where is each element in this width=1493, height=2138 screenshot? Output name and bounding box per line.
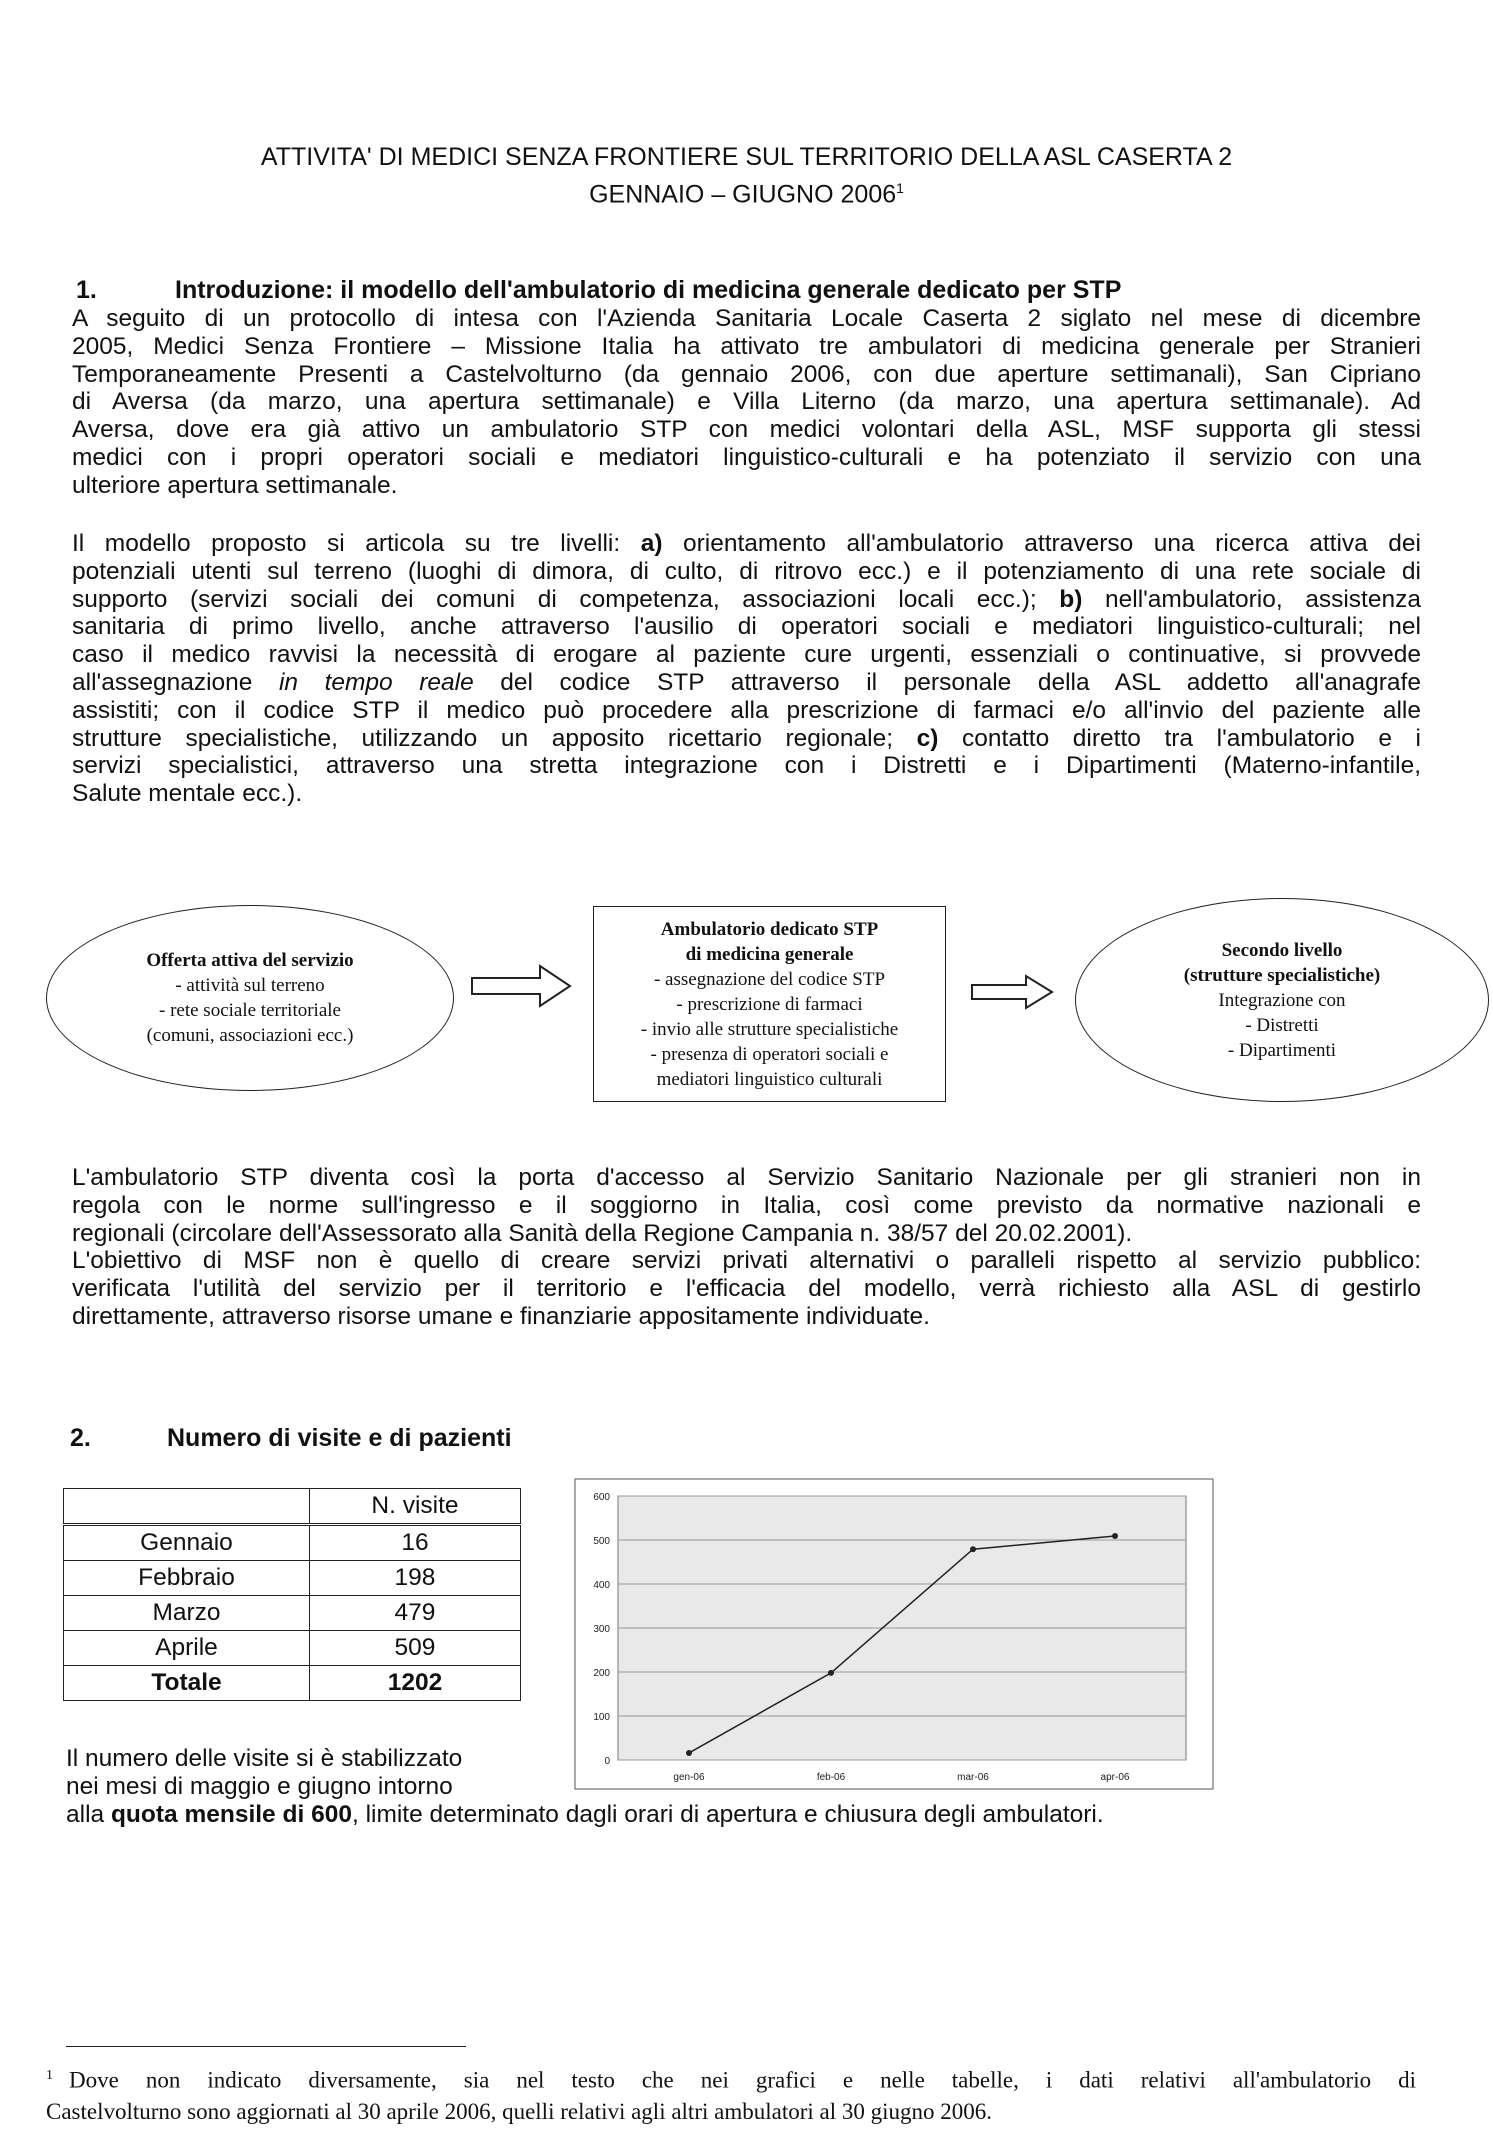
visits-cell: 16 xyxy=(310,1525,521,1561)
italic-text: in tempo reale xyxy=(278,668,474,696)
text-run: alla xyxy=(66,1801,111,1828)
diagram-right-item: - Distretti xyxy=(1245,1014,1319,1036)
total-label-cell: Totale xyxy=(64,1666,310,1701)
paragraph-line: sanitaria di primo livello, anche attraverso l'ausilio di operatori sociali e mediatori linguistico-culturali; nel xyxy=(72,613,1421,641)
paragraph-line xyxy=(72,586,1421,614)
y-tick-label: 0 xyxy=(604,1756,610,1767)
month-cell: Aprile xyxy=(64,1631,310,1666)
visits-cell: 509 xyxy=(310,1631,521,1666)
visits-table xyxy=(63,1488,521,1701)
text-run: orientamento all'ambulatorio attraverso una ricerca attiva dei xyxy=(662,530,1421,557)
table-row xyxy=(64,1596,521,1631)
paragraph-line: regionali (circolare dell'Assessorato alla Sanità della Regione Campania n. 38/57 del 20.02.2001). xyxy=(72,1219,1133,1247)
visits-cell: 198 xyxy=(310,1561,521,1596)
x-tick-label: apr-06 xyxy=(1100,1772,1130,1783)
footnote-line-2: Castelvolturno sono aggiornati al 30 aprile 2006, quelli relativi agli altri ambulatori al 30 giugno 2006. xyxy=(46,2098,992,2124)
total-value-cell: 1202 xyxy=(310,1666,521,1701)
level-c-label: c) xyxy=(916,724,939,752)
diagram-center-item: - assegnazione del codice STP xyxy=(653,968,886,990)
footnote-text: Dove non indicato diversamente, sia nel testo che nei grafici e nelle tabelle, i dati relativi all'ambulatorio di xyxy=(69,2067,1416,2093)
table-header-cell xyxy=(64,1489,310,1525)
month-cell: Gennaio xyxy=(64,1525,310,1561)
text-run: nell'ambulatorio, assistenza xyxy=(1082,585,1421,613)
diagram-center-title: Ambulatorio dedicato STP xyxy=(660,918,879,940)
y-tick-label: 100 xyxy=(593,1712,610,1723)
diagram-center-item: - invio alle strutture specialistiche xyxy=(640,1018,899,1040)
visits-cell: 479 xyxy=(310,1596,521,1631)
text-run: strutture specialistiche, utilizzando un apposito ricettario regionale; xyxy=(72,724,917,752)
document-title xyxy=(0,142,1493,210)
diagram-left-title: Offerta attiva del servizio xyxy=(146,950,354,971)
level-a-label: a) xyxy=(640,530,663,557)
table-row xyxy=(64,1525,521,1561)
paragraph-line: ulteriore apertura settimanale. xyxy=(72,471,398,499)
paragraph-line: L'ambulatorio STP diventa così la porta d'accesso al Servizio Sanitario Nazionale per gli stranieri non in xyxy=(72,1164,1421,1191)
y-tick-label: 400 xyxy=(593,1580,610,1591)
summary-line: Il numero delle visite si è stabilizzato xyxy=(66,1745,463,1772)
y-tick-label: 300 xyxy=(593,1624,610,1635)
title-line-1: ATTIVITA' DI MEDICI SENZA FRONTIERE SUL TERRITORIO DELLA ASL CASERTA 2 xyxy=(260,143,1233,171)
y-tick-label: 500 xyxy=(593,1536,610,1547)
diagram-left-item: - rete sociale territoriale xyxy=(159,1000,341,1021)
footnote-line-1 xyxy=(46,2060,1416,2096)
y-tick-label: 600 xyxy=(593,1492,610,1503)
paragraph-line: potenziali utenti sul terreno (luoghi di dimora, di culto, di ritrovo ecc.) e il potenziamento di una rete sociale di xyxy=(72,557,1421,585)
diagram-center-subtitle: di medicina generale xyxy=(685,943,854,965)
footnote xyxy=(46,2060,1416,2127)
table-row xyxy=(64,1631,521,1666)
diagram-left-ellipse xyxy=(46,905,454,1091)
paragraph-line: Temporaneamente Presenti a Castelvolturno (da gennaio 2006, con due aperture settimanali), San Cipriano xyxy=(72,360,1421,388)
paragraph-line: L'obiettivo di MSF non è quello di creare servizi privati alternativi o paralleli rispetto al servizio pubblico: xyxy=(72,1247,1421,1275)
paragraph-line: regola con le norme sull'ingresso e il soggiorno in Italia, così come previsto da normative nazionali e xyxy=(72,1191,1421,1219)
paragraph-line: A seguito di un protocollo di intesa con l'Azienda Sanitaria Locale Caserta 2 siglato nel mese di dicembre xyxy=(72,305,1421,332)
arrow-right-icon xyxy=(470,964,572,1008)
paragraph-line: Aversa, dove era già attivo un ambulatorio STP con medici volontari della ASL, MSF supporta gli stessi xyxy=(72,416,1421,444)
diagram-center-item: - prescrizione di farmaci xyxy=(676,993,863,1015)
diagram-right-item: - Dipartimenti xyxy=(1227,1039,1337,1061)
data-point xyxy=(1112,1533,1118,1539)
paragraph-line: di Aversa (da marzo, una apertura settimanale) e Villa Literno (da marzo, una apertura settimanale). Ad xyxy=(72,388,1421,416)
x-tick-label: feb-06 xyxy=(816,1772,846,1783)
intro-paragraph-2 xyxy=(72,530,1421,808)
footnote-ref: 1 xyxy=(896,180,904,196)
text-run: Il modello proposto si articola su tre livelli: xyxy=(72,530,641,557)
intro-paragraph-1 xyxy=(72,305,1421,500)
month-cell: Marzo xyxy=(64,1596,310,1631)
level-b-label: b) xyxy=(1059,585,1083,613)
paragraph-line xyxy=(72,530,1421,558)
text-run: del codice STP attraverso il personale della ASL addetto all'anagrafe xyxy=(473,668,1421,696)
diagram-center-item: mediatori linguistico culturali xyxy=(656,1068,883,1090)
summary-line xyxy=(66,1801,1104,1829)
x-tick-label: mar-06 xyxy=(957,1772,989,1783)
section-2-title: Numero di visite e di pazienti xyxy=(167,1424,512,1452)
table-row xyxy=(64,1561,521,1596)
section-2-number: 2. xyxy=(70,1424,91,1452)
diagram-left-item: (comuni, associazioni ecc.) xyxy=(146,1025,354,1046)
paragraph-line xyxy=(72,725,1421,753)
paragraph-line: verificata l'utilità del servizio per il territorio e l'efficacia del modello, verrà richiesto alla ASL di gestirlo xyxy=(72,1275,1421,1303)
title-line-2 xyxy=(0,173,1493,210)
diagram-left-item: - attività sul terreno xyxy=(175,975,325,996)
footnote-separator xyxy=(66,2046,466,2047)
paragraph-line: assistiti; con il codice STP il medico può procedere alla prescrizione di farmaci e/o all'invio del paziente alle xyxy=(72,696,1421,724)
diagram-center-box xyxy=(593,906,946,1102)
section-1-heading xyxy=(76,276,1122,305)
diagram-center-item: - presenza di operatori sociali e xyxy=(650,1043,889,1065)
table-header-cell: N. visite xyxy=(310,1489,521,1525)
diagram-right-item: Integrazione con xyxy=(1218,989,1346,1011)
text-run: , limite determinato dagli orari di apertura e chiusura degli ambulatori. xyxy=(351,1801,1104,1828)
paragraph-line: servizi specialistici, attraverso una stretta integrazione con i Distretti e i Dipartimenti (Materno-infantile, xyxy=(72,752,1421,780)
footnote-number: 1 xyxy=(46,2068,53,2083)
text-run: contatto diretto tra l'ambulatorio e i xyxy=(938,724,1422,752)
paragraph-line: 2005, Medici Senza Frontiere – Missione Italia ha attivato tre ambulatori di medicina generale per Stranieri xyxy=(72,332,1421,360)
table-total-row xyxy=(64,1666,521,1701)
y-tick-label: 200 xyxy=(593,1668,610,1679)
section-2-heading xyxy=(70,1424,512,1453)
table-header-row xyxy=(64,1489,521,1525)
stp-paragraph xyxy=(72,1164,1421,1331)
section-1-number: 1. xyxy=(76,276,97,304)
diagram-right-title: Secondo livello xyxy=(1221,939,1343,961)
data-point xyxy=(828,1670,834,1676)
monthly-quota: quota mensile di 600 xyxy=(110,1801,352,1828)
paragraph-line xyxy=(72,669,1421,697)
text-run: supporto (servizi sociali dei comuni di competenza, associazioni locali ecc.); xyxy=(72,585,1060,613)
paragraph-line: caso il medico ravvisi la necessità di erogare al paziente cure urgenti, essenziali o continuative, si provvede xyxy=(72,641,1421,669)
section-1-title: Introduzione: il modello dell'ambulatorio di medicina generale dedicato per STP xyxy=(175,276,1122,304)
paragraph-line: direttamente, attraverso risorse umane e finanziarie appositamente individuate. xyxy=(72,1302,930,1330)
visits-summary xyxy=(66,1745,1104,1829)
data-point xyxy=(970,1546,976,1552)
x-tick-label: gen-06 xyxy=(673,1772,705,1783)
paragraph-line: medici con i propri operatori sociali e mediatori linguistico-culturali e ha potenziato il servizio con una xyxy=(72,443,1421,471)
summary-line: nei mesi di maggio e giugno intorno xyxy=(66,1773,453,1800)
month-cell: Febbraio xyxy=(64,1561,310,1596)
text-run: all'assegnazione xyxy=(72,668,279,696)
visits-line-chart xyxy=(574,1478,1214,1790)
diagram-right-ellipse xyxy=(1075,898,1489,1102)
paragraph-line: Salute mentale ecc.). xyxy=(72,780,303,808)
arrow-right-icon xyxy=(970,974,1054,1010)
title-line-2-text: GENNAIO – GIUGNO 2006 xyxy=(589,180,897,209)
diagram-right-subtitle: (strutture specialistiche) xyxy=(1183,964,1381,986)
